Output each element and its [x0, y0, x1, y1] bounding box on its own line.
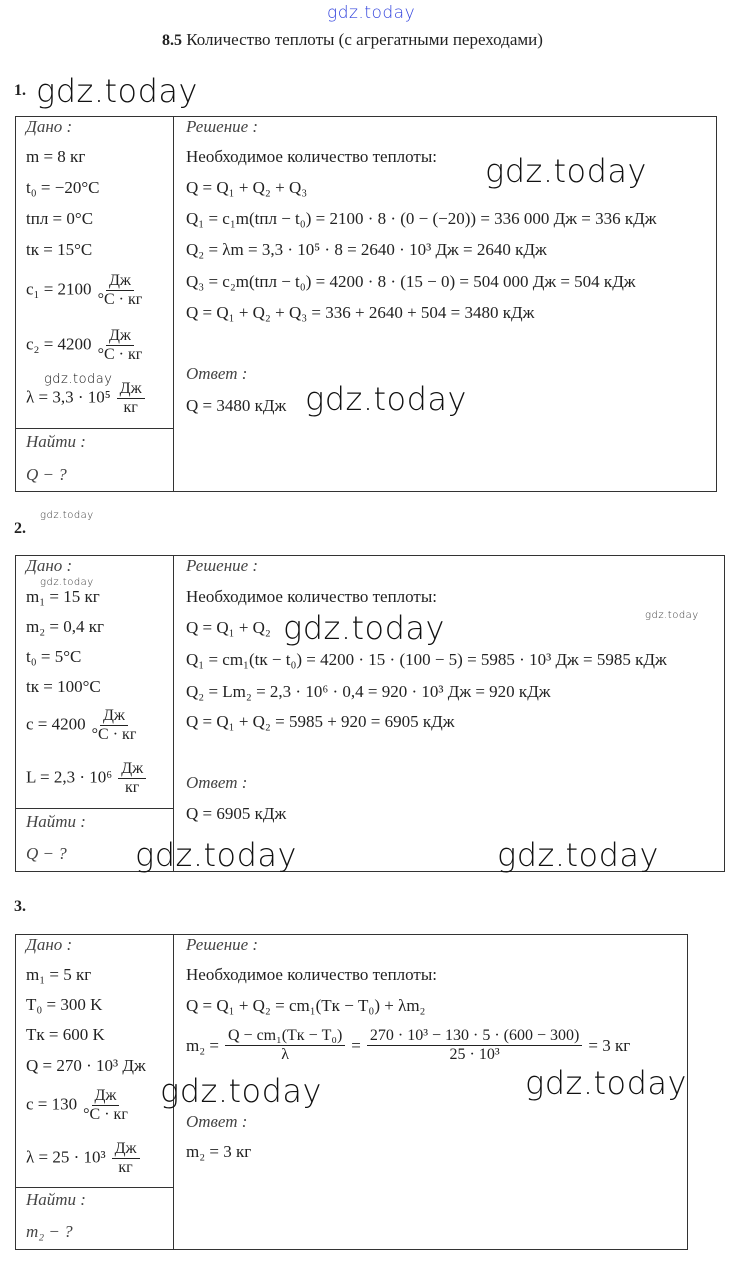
given-item: tк = 100°C — [26, 677, 101, 696]
given-lhs: L = 2,3 · 10⁶ — [26, 767, 113, 787]
answer-label: Ответ : — [186, 364, 248, 383]
given-item: t₀ = −20°C — [26, 178, 100, 197]
frac-den: °C · кг — [97, 291, 143, 308]
solution-line: Q₁ = cm₁(tк − t₀) = 4200 · 15 · (100 − 5) = 5985 · 10³ Дж = 5985 кДж — [186, 650, 667, 669]
solution-formula — [186, 1027, 630, 1064]
solution-label: Решение : — [186, 556, 259, 575]
given-item: m₁ = 15 кг — [26, 587, 100, 606]
solution-line: Q₂ = λm = 3,3 · 10⁵ · 8 = 2640 · 10³ Дж = 2640 кДж — [186, 240, 547, 259]
frac-den: кг — [125, 779, 140, 796]
given-lhs: c₂ = 4200 — [26, 334, 92, 354]
given-lhs: λ = 3,3 · 10⁵ — [26, 387, 111, 407]
problem-number: 2. — [14, 520, 26, 537]
find-label: Найти : — [26, 812, 86, 831]
given-item: tк = 15°C — [26, 240, 93, 259]
solution-line: Q = Q₁ + Q₂ = 5985 + 920 = 6905 кДж — [186, 712, 455, 731]
watermark: gdz.today — [160, 1072, 322, 1110]
answer-value: Q = 6905 кДж — [186, 804, 287, 823]
problem-number: 3. — [14, 898, 26, 915]
answer-label: Ответ : — [186, 773, 248, 792]
watermark: gdz.today — [44, 372, 113, 387]
frac-den: °C · кг — [97, 346, 143, 363]
given-item — [26, 707, 136, 744]
frac-den: 25 · 10³ — [449, 1046, 500, 1063]
answer-value: m₂ = 3 кг — [186, 1142, 252, 1161]
find-value: m₂ − ? — [26, 1222, 73, 1241]
given-item: tпл = 0°C — [26, 209, 94, 228]
given-item: Tк = 600 K — [26, 1025, 105, 1044]
watermark: gdz.today — [497, 836, 659, 874]
frac-num: Дж — [106, 327, 134, 346]
solution-line: Необходимое количество теплоты: — [186, 147, 438, 166]
given-item: m₂ = 0,4 кг — [26, 617, 104, 636]
watermark: gdz.today — [40, 577, 94, 588]
solution-line: Q₂ = Lm₂ = 2,3 · 10⁶ · 0,4 = 920 · 10³ Дж = 920 кДж — [186, 682, 551, 701]
solution-label: Решение : — [186, 935, 259, 954]
solution-line: Q = Q₁ + Q₂ — [186, 618, 271, 637]
frac-num: Дж — [118, 760, 146, 779]
watermark-top: gdz.today — [327, 3, 416, 23]
solution-line: Q = Q₁ + Q₂ + Q₃ = 336 + 2640 + 504 = 3480 кДж — [186, 303, 535, 322]
given-item — [26, 272, 142, 309]
solution-line: Необходимое количество теплоты: — [186, 965, 438, 984]
frac-den: λ — [281, 1046, 290, 1063]
watermark: gdz.today — [40, 510, 94, 521]
solution-line: Q₁ = c₁m(tпл − t₀) = 2100 · 8 · (0 − (−20)) = 336 000 Дж = 336 кДж — [186, 209, 657, 228]
answer-label: Ответ : — [186, 1112, 248, 1131]
solution-label: Решение : — [186, 117, 259, 136]
given-lhs: λ = 25 · 10³ — [26, 1147, 106, 1167]
watermark: gdz.today — [305, 380, 467, 418]
watermark: gdz.today — [525, 1064, 687, 1102]
watermark: gdz.today — [283, 609, 445, 647]
formula-rhs: = 3 кг — [588, 1035, 631, 1055]
watermark: gdz.today — [485, 152, 647, 190]
section-title: Количество теплоты (с агрегатными переходами) — [186, 30, 543, 49]
given-lhs: c = 130 — [26, 1094, 78, 1114]
frac-den: кг — [123, 399, 138, 416]
frac-num: Дж — [100, 707, 128, 726]
frac-num: Дж — [112, 1140, 140, 1159]
given-item: t₀ = 5°C — [26, 647, 82, 666]
given-label: Дано : — [26, 556, 73, 575]
frac-num: Дж — [92, 1087, 120, 1106]
frac-den: °C · кг — [91, 726, 137, 743]
solution-line: Q₃ = c₂m(tпл − t₀) = 4200 · 8 · (15 − 0) = 504 000 Дж = 504 кДж — [186, 272, 636, 291]
given-item: Q = 270 · 10³ Дж — [26, 1056, 146, 1075]
given-label: Дано : — [26, 117, 73, 136]
problem-number: 1. — [14, 82, 26, 99]
frac-num: Дж — [106, 272, 134, 291]
given-item — [26, 760, 146, 797]
given-item — [26, 380, 145, 417]
formula-eq: = — [351, 1035, 361, 1055]
solution-line: Q = Q₁ + Q₂ + Q₃ — [186, 178, 308, 197]
watermark: gdz.today — [36, 72, 198, 110]
given-label: Дано : — [26, 935, 73, 954]
frac-den: кг — [118, 1159, 133, 1176]
watermark: gdz.today — [645, 610, 699, 621]
solution-line: Необходимое количество теплоты: — [186, 587, 438, 606]
given-lhs: c₁ = 2100 — [26, 279, 92, 299]
given-item — [26, 1140, 140, 1177]
find-value: Q − ? — [26, 844, 67, 863]
given-item — [26, 1087, 128, 1124]
frac-den: °C · кг — [83, 1106, 128, 1123]
watermark: gdz.today — [135, 836, 297, 874]
section-number: 8.5 — [162, 32, 182, 49]
frac-num: Дж — [117, 380, 145, 399]
frac-num: 270 · 10³ − 130 · 5 · (600 − 300) — [367, 1027, 582, 1046]
given-item — [26, 327, 142, 364]
formula-lhs: m₂ = — [186, 1035, 219, 1055]
page-title — [162, 30, 543, 50]
solution-line: Q = Q₁ + Q₂ = cm₁(Tк − T₀) + λm₂ — [186, 996, 426, 1015]
find-label: Найти : — [26, 432, 86, 451]
frac-num: Q − cm₁(Tк − T₀) — [225, 1027, 345, 1046]
given-item: T₀ = 300 K — [26, 995, 103, 1014]
find-value: Q − ? — [26, 465, 67, 484]
given-item: m₁ = 5 кг — [26, 965, 92, 984]
find-label: Найти : — [26, 1190, 86, 1209]
given-lhs: c = 4200 — [26, 714, 86, 734]
answer-value: Q = 3480 кДж — [186, 396, 287, 415]
given-item: m = 8 кг — [26, 147, 86, 166]
